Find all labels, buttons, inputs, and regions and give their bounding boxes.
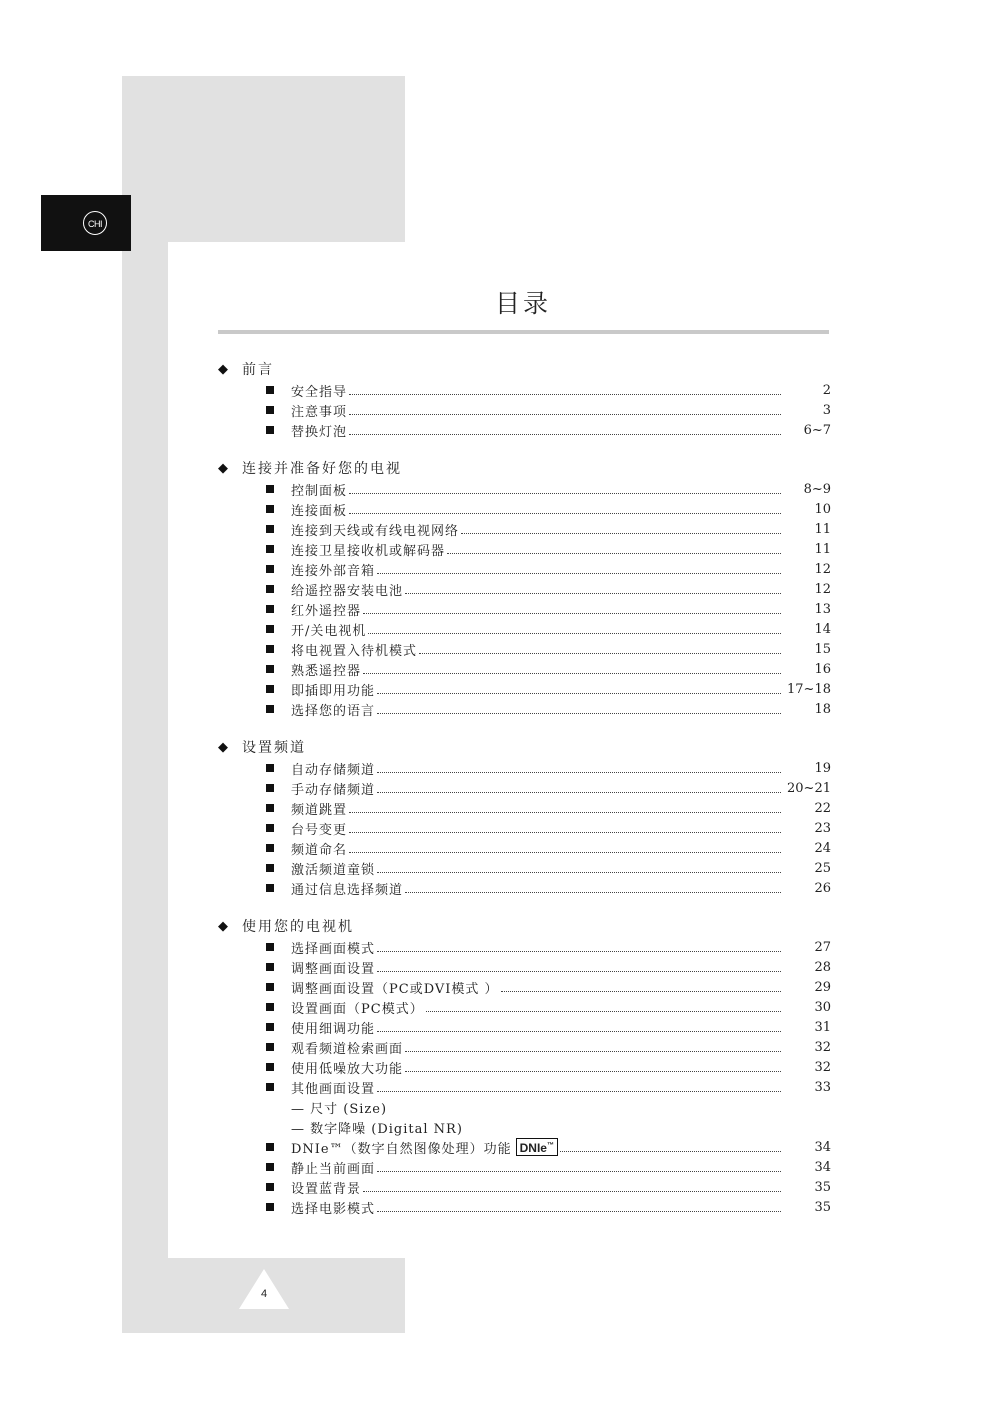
square-bullet-icon xyxy=(266,824,274,832)
entry-page-number: 17~18 xyxy=(787,681,831,697)
entry-page-number: 14 xyxy=(814,621,831,637)
square-bullet-icon xyxy=(266,1163,274,1171)
entry-page-number: 6~7 xyxy=(803,422,831,438)
toc-entry[interactable] xyxy=(218,539,838,559)
diamond-bullet-icon: ◆ xyxy=(218,739,230,755)
toc-entry[interactable] xyxy=(218,997,838,1017)
dot-leader xyxy=(377,971,781,972)
entry-page-number: 13 xyxy=(814,601,831,617)
toc-entry[interactable] xyxy=(218,1077,838,1097)
section-heading xyxy=(218,915,838,937)
toc-entry[interactable] xyxy=(218,858,838,878)
entry-leader xyxy=(291,859,785,878)
entry-page-number: 35 xyxy=(814,1179,831,1195)
entry-leader xyxy=(291,958,785,977)
entry-leader xyxy=(291,660,785,679)
trademark-mark: ™ xyxy=(546,1142,554,1149)
dot-leader xyxy=(377,1211,781,1212)
entry-label: 连接卫星接收机或解码器 xyxy=(291,543,446,559)
entry-leader xyxy=(291,799,785,818)
toc-subitem: — 尺寸 (Size) xyxy=(291,1101,388,1117)
dot-leader xyxy=(349,852,781,853)
square-bullet-icon xyxy=(266,844,274,852)
section-heading-text: 前言 xyxy=(242,362,274,378)
dot-leader xyxy=(419,653,781,654)
entry-label: 连接外部音箱 xyxy=(291,563,376,579)
dot-leader xyxy=(405,892,781,893)
entry-label: 频道跳置 xyxy=(291,802,348,818)
square-bullet-icon xyxy=(266,1023,274,1031)
entry-page-number: 30 xyxy=(814,999,831,1015)
entry-leader xyxy=(291,680,785,699)
toc-section xyxy=(218,457,838,719)
dnie-logo-text: DNIe xyxy=(519,1141,547,1155)
entry-label: 激活频道童锁 xyxy=(291,862,376,878)
entry-label: 选择您的语言 xyxy=(291,703,376,719)
entry-label: 熟悉遥控器 xyxy=(291,663,362,679)
entry-leader xyxy=(291,700,785,719)
entry-page-number: 29 xyxy=(814,979,831,995)
entry-leader xyxy=(291,779,785,798)
section-heading xyxy=(218,358,838,380)
toc-entry[interactable] xyxy=(218,599,838,619)
toc-entry[interactable] xyxy=(218,420,838,440)
toc-entry[interactable] xyxy=(218,957,838,977)
square-bullet-icon xyxy=(266,605,274,613)
square-bullet-icon xyxy=(266,665,274,673)
square-bullet-icon xyxy=(266,1203,274,1211)
entry-page-number: 33 xyxy=(814,1079,831,1095)
entry-page-number: 3 xyxy=(822,402,831,418)
dot-leader xyxy=(349,812,781,813)
entry-label: 红外遥控器 xyxy=(291,603,362,619)
section-heading-text: 连接并准备好您的电视 xyxy=(242,461,402,477)
language-badge: CHI xyxy=(83,211,107,235)
dot-leader xyxy=(377,951,781,952)
square-bullet-icon xyxy=(266,983,274,991)
entry-page-number: 11 xyxy=(814,541,831,557)
entry-label: 设置画面（PC模式） xyxy=(291,1001,424,1017)
section-heading-text: 设置频道 xyxy=(242,740,306,756)
square-bullet-icon xyxy=(266,1043,274,1051)
decorative-panel-side xyxy=(122,242,168,1258)
entry-leader xyxy=(291,620,785,639)
square-bullet-icon xyxy=(266,645,274,653)
title-divider xyxy=(218,330,829,334)
entry-page-number: 19 xyxy=(814,760,831,776)
diamond-bullet-icon: ◆ xyxy=(218,460,230,476)
entry-leader xyxy=(291,520,785,539)
toc-entry[interactable] xyxy=(218,1037,838,1057)
entry-label: 观看频道检索画面 xyxy=(291,1041,404,1057)
entry-leader xyxy=(291,580,785,599)
entry-label: 连接面板 xyxy=(291,503,348,519)
entry-label: 选择电影模式 xyxy=(291,1201,376,1217)
entry-page-number: 26 xyxy=(814,880,831,896)
entry-leader xyxy=(291,1018,785,1037)
dot-leader xyxy=(349,513,781,514)
table-of-contents xyxy=(218,358,838,1234)
dot-leader xyxy=(377,792,781,793)
page-title: 目录 xyxy=(494,289,551,318)
entry-leader xyxy=(291,381,785,400)
entry-leader xyxy=(291,1078,785,1097)
entry-leader xyxy=(291,480,785,499)
square-bullet-icon xyxy=(266,386,274,394)
entry-page-number: 10 xyxy=(814,501,831,517)
square-bullet-icon xyxy=(266,1003,274,1011)
dot-leader xyxy=(377,772,781,773)
entry-label: 即插即用功能 xyxy=(291,683,376,699)
toc-section xyxy=(218,915,838,1217)
dot-leader xyxy=(349,414,781,415)
square-bullet-icon xyxy=(266,864,274,872)
square-bullet-icon xyxy=(266,585,274,593)
entry-label: 设置蓝背景 xyxy=(291,1181,362,1197)
entry-page-number: 11 xyxy=(814,521,831,537)
toc-entry[interactable] xyxy=(218,798,838,818)
entry-leader xyxy=(291,1138,785,1157)
dot-leader xyxy=(377,872,781,873)
square-bullet-icon xyxy=(266,764,274,772)
entry-label: 选择画面模式 xyxy=(291,941,376,957)
dot-leader xyxy=(363,1191,781,1192)
entry-leader xyxy=(291,500,785,519)
dot-leader xyxy=(405,593,781,594)
entry-label: 将电视置入待机模式 xyxy=(291,643,418,659)
toc-entry[interactable] xyxy=(218,479,838,499)
toc-entry[interactable] xyxy=(218,838,838,858)
entry-leader xyxy=(291,560,785,579)
toc-entry[interactable] xyxy=(218,499,838,519)
dnie-logo-icon xyxy=(516,1138,558,1156)
square-bullet-icon xyxy=(266,943,274,951)
section-heading-text: 使用您的电视机 xyxy=(242,919,354,935)
entry-page-number: 12 xyxy=(814,581,831,597)
entry-leader xyxy=(291,759,785,778)
dot-leader xyxy=(349,493,781,494)
entry-label: 调整画面设置 xyxy=(291,961,376,977)
entry-label: 通过信息选择频道 xyxy=(291,882,404,898)
entry-leader xyxy=(291,1158,785,1177)
toc-entry[interactable] xyxy=(218,400,838,420)
entry-page-number: 12 xyxy=(814,561,831,577)
entry-label: 开/关电视机 xyxy=(291,623,367,639)
entry-label: 替换灯泡 xyxy=(291,424,348,440)
dot-leader xyxy=(405,1051,781,1052)
dot-leader xyxy=(349,832,781,833)
square-bullet-icon xyxy=(266,804,274,812)
entry-label: 静止当前画面 xyxy=(291,1161,376,1177)
entry-label: 其他画面设置 xyxy=(291,1081,376,1097)
toc-entry[interactable] xyxy=(218,559,838,579)
section-heading xyxy=(218,736,838,758)
toc-entry[interactable] xyxy=(218,977,838,997)
square-bullet-icon xyxy=(266,545,274,553)
entry-leader xyxy=(291,401,785,420)
entry-label: 自动存储频道 xyxy=(291,762,376,778)
entry-page-number: 32 xyxy=(814,1039,831,1055)
square-bullet-icon xyxy=(266,505,274,513)
entry-leader xyxy=(291,819,785,838)
diamond-bullet-icon: ◆ xyxy=(218,918,230,934)
entry-page-number: 32 xyxy=(814,1059,831,1075)
dot-leader xyxy=(377,1171,781,1172)
dot-leader xyxy=(377,1091,781,1092)
entry-page-number: 31 xyxy=(814,1019,831,1035)
dot-leader xyxy=(377,713,781,714)
square-bullet-icon xyxy=(266,705,274,713)
square-bullet-icon xyxy=(266,784,274,792)
square-bullet-icon xyxy=(266,1143,274,1151)
dot-leader xyxy=(377,693,781,694)
square-bullet-icon xyxy=(266,685,274,693)
diamond-bullet-icon: ◆ xyxy=(218,361,230,377)
toc-entry[interactable] xyxy=(218,579,838,599)
toc-entry[interactable] xyxy=(218,1137,838,1157)
entry-label: 使用低噪放大功能 xyxy=(291,1061,404,1077)
entry-page-number: 8~9 xyxy=(803,481,831,497)
square-bullet-icon xyxy=(266,1083,274,1091)
entry-page-number: 35 xyxy=(814,1199,831,1215)
square-bullet-icon xyxy=(266,525,274,533)
entry-page-number: 2 xyxy=(822,382,831,398)
toc-entry[interactable] xyxy=(218,1177,838,1197)
entry-label: 安全指导 xyxy=(291,384,348,400)
entry-label: 连接到天线或有线电视网络 xyxy=(291,523,460,539)
entry-page-number: 27 xyxy=(814,939,831,955)
toc-entry[interactable] xyxy=(218,699,838,719)
entry-page-number: 23 xyxy=(814,820,831,836)
square-bullet-icon xyxy=(266,1063,274,1071)
entry-label: 台号变更 xyxy=(291,822,348,838)
toc-entry[interactable] xyxy=(218,937,838,957)
dot-leader xyxy=(461,533,781,534)
entry-leader xyxy=(291,1198,785,1217)
entry-page-number: 18 xyxy=(814,701,831,717)
square-bullet-icon xyxy=(266,1183,274,1191)
entry-page-number: 25 xyxy=(814,860,831,876)
entry-page-number: 34 xyxy=(814,1139,831,1155)
entry-leader xyxy=(291,421,785,440)
square-bullet-icon xyxy=(266,406,274,414)
toc-entry[interactable] xyxy=(218,878,838,898)
square-bullet-icon xyxy=(266,625,274,633)
toc-entry[interactable] xyxy=(218,519,838,539)
entry-label: 调整画面设置（PC或DVI模式 ） xyxy=(291,981,499,997)
dot-leader xyxy=(349,434,781,435)
toc-entry[interactable] xyxy=(218,1017,838,1037)
square-bullet-icon xyxy=(266,963,274,971)
dot-leader xyxy=(405,1071,781,1072)
dot-leader xyxy=(560,1151,781,1152)
entry-label: 控制面板 xyxy=(291,483,348,499)
dot-leader xyxy=(426,1011,781,1012)
entry-page-number: 15 xyxy=(814,641,831,657)
toc-entry[interactable] xyxy=(218,679,838,699)
square-bullet-icon xyxy=(266,884,274,892)
toc-entry[interactable] xyxy=(218,758,838,778)
section-heading xyxy=(218,457,838,479)
entry-page-number: 16 xyxy=(814,661,831,677)
square-bullet-icon xyxy=(266,426,274,434)
toc-entry[interactable] xyxy=(218,380,838,400)
entry-leader xyxy=(291,998,785,1017)
entry-leader xyxy=(291,938,785,957)
entry-label: 频道命名 xyxy=(291,842,348,858)
dot-leader xyxy=(377,1031,781,1032)
toc-subitem: — 数字降噪 (Digital NR) xyxy=(291,1121,463,1137)
toc-entry[interactable] xyxy=(218,659,838,679)
toc-entry[interactable] xyxy=(218,1157,838,1177)
entry-leader xyxy=(291,839,785,858)
toc-section xyxy=(218,358,838,440)
entry-leader xyxy=(291,600,785,619)
toc-section xyxy=(218,736,838,898)
entry-leader xyxy=(291,1058,785,1077)
dot-leader xyxy=(377,573,781,574)
dot-leader xyxy=(363,613,781,614)
entry-leader xyxy=(291,540,785,559)
square-bullet-icon xyxy=(266,565,274,573)
entry-leader xyxy=(291,879,785,898)
entry-page-number: 34 xyxy=(814,1159,831,1175)
entry-page-number: 28 xyxy=(814,959,831,975)
dot-leader xyxy=(447,553,781,554)
dot-leader xyxy=(349,394,781,395)
entry-label: 注意事项 xyxy=(291,404,348,420)
toc-entry[interactable] xyxy=(218,778,838,798)
square-bullet-icon xyxy=(266,485,274,493)
entry-page-number: 24 xyxy=(814,840,831,856)
entry-label: 手动存储频道 xyxy=(291,782,376,798)
toc-entry[interactable] xyxy=(218,818,838,838)
dot-leader xyxy=(368,633,781,634)
entry-page-number: 22 xyxy=(814,800,831,816)
toc-entry[interactable] xyxy=(218,619,838,639)
entry-leader xyxy=(291,1178,785,1197)
entry-label: DNIe™（数字自然图像处理）功能 xyxy=(291,1141,512,1157)
page-number: 4 xyxy=(260,1288,268,1300)
entry-leader xyxy=(291,1038,785,1057)
toc-entry[interactable] xyxy=(218,639,838,659)
entry-page-number: 20~21 xyxy=(787,780,831,796)
decorative-panel-top xyxy=(122,76,405,242)
entry-leader xyxy=(291,978,785,997)
entry-label: 给遥控器安装电池 xyxy=(291,583,404,599)
entry-label: 使用细调功能 xyxy=(291,1021,376,1037)
toc-entry[interactable] xyxy=(218,1197,838,1217)
toc-entry[interactable] xyxy=(218,1057,838,1077)
entry-leader xyxy=(291,640,785,659)
dot-leader xyxy=(501,991,781,992)
dot-leader xyxy=(363,673,781,674)
